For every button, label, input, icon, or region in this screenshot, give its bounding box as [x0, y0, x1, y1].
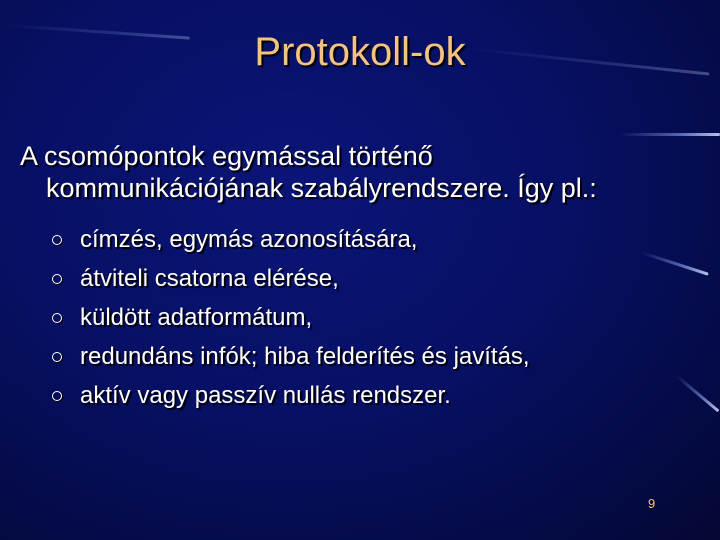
- list-item: [52, 298, 530, 337]
- list-item: [52, 259, 530, 298]
- bullet-text: átviteli csatorna elérése,: [80, 265, 339, 292]
- bullet-text: aktív vagy passzív nullás rendszer.: [80, 382, 451, 409]
- background-streak: [675, 375, 719, 413]
- bullet-icon: [52, 391, 62, 401]
- slide-title: Protokoll-ok: [254, 30, 466, 74]
- background-streak: [620, 133, 720, 136]
- bullet-text: küldött adatformátum,: [80, 304, 313, 331]
- page-number: 9: [648, 496, 656, 511]
- bullet-text: címzés, egymás azonosítására,: [80, 226, 418, 253]
- bullet-text: redundáns infók; hiba felderítés és javítás,: [80, 343, 530, 370]
- bullet-icon: [52, 313, 62, 323]
- list-item: [52, 376, 530, 415]
- list-item: [52, 220, 530, 259]
- bullet-list: [52, 220, 530, 415]
- intro-line-1: A csomópontok egymással történő: [20, 141, 433, 171]
- background-streak: [641, 251, 709, 275]
- intro-line-2: kommunikációjának szabályrendszere. Így pl.:: [46, 173, 597, 203]
- bullet-icon: [52, 235, 62, 245]
- list-item: [52, 337, 530, 376]
- bullet-icon: [52, 352, 62, 362]
- bullet-icon: [52, 274, 62, 284]
- intro-text: [20, 140, 710, 204]
